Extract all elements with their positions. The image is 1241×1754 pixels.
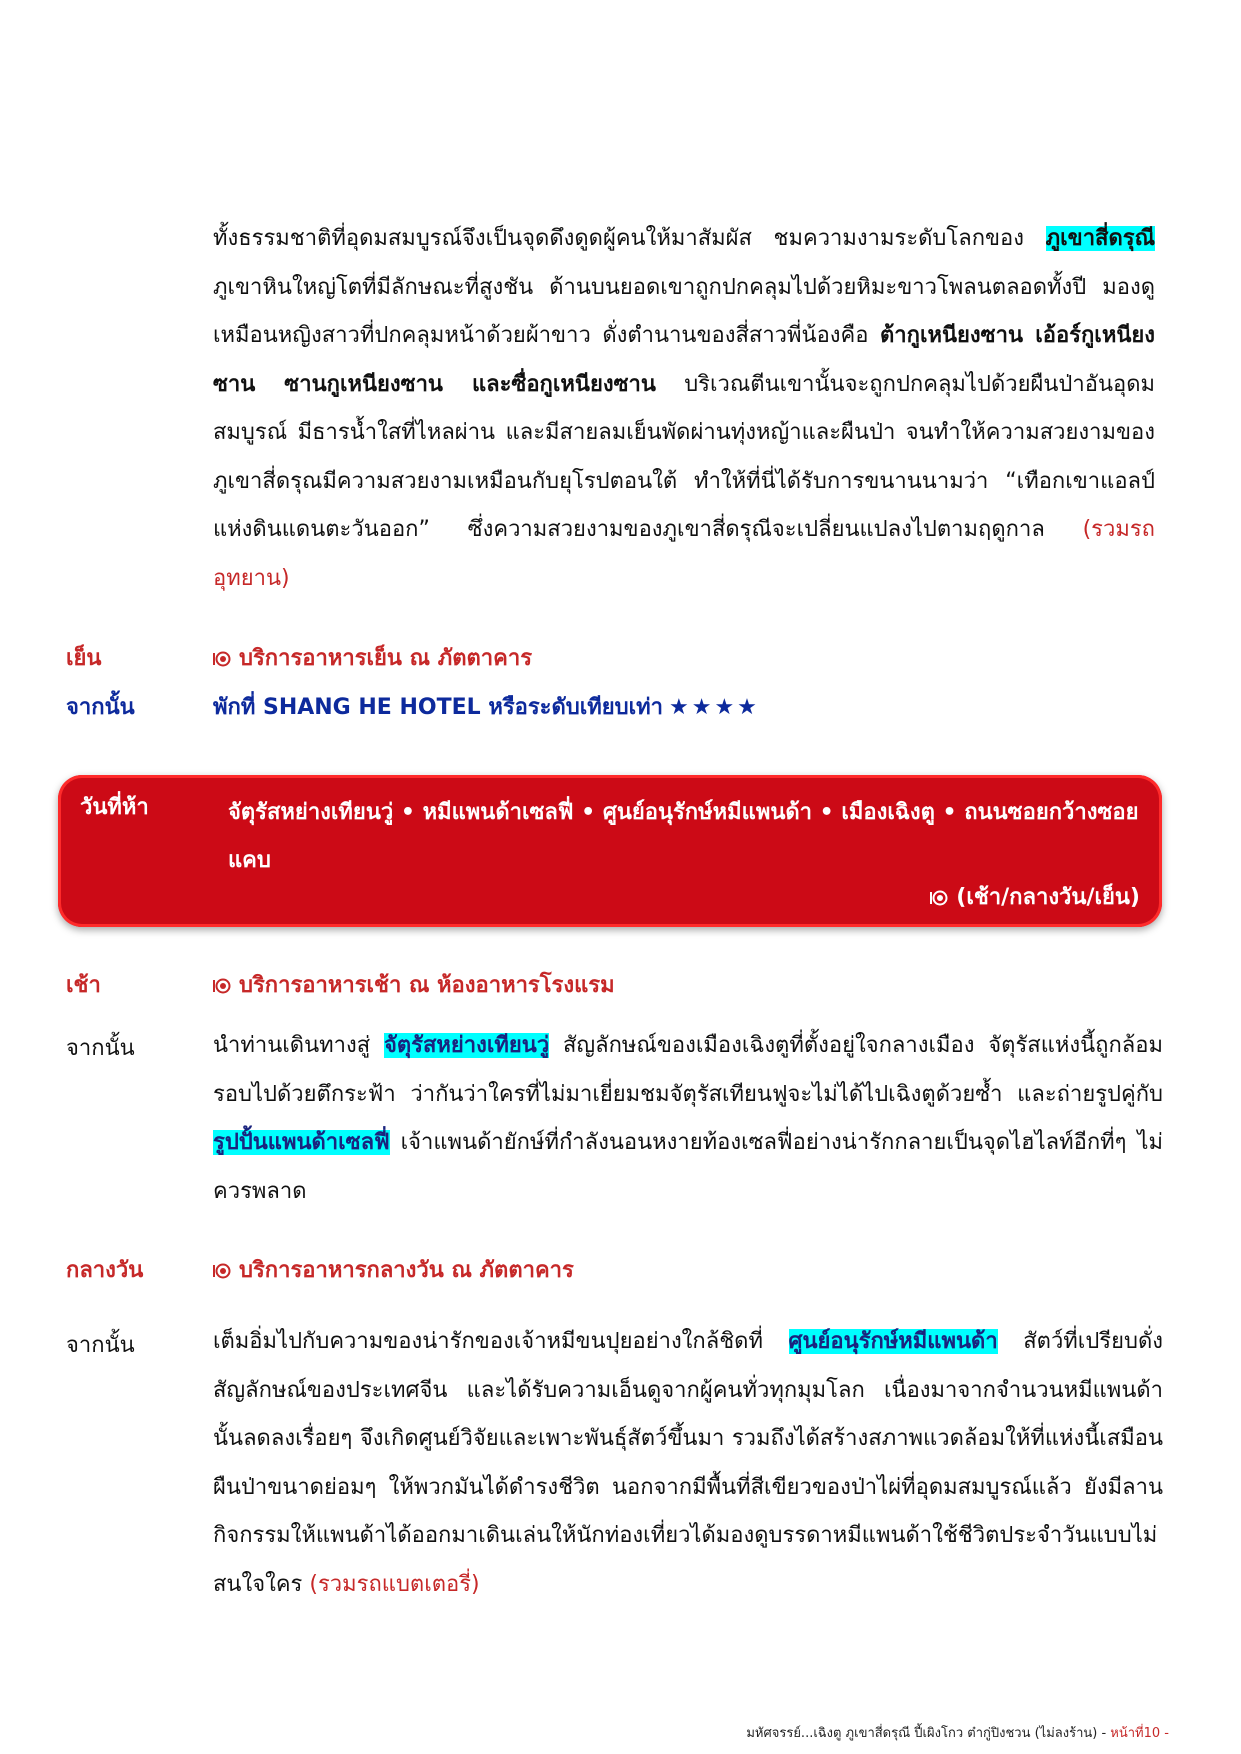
- breakfast-line: [213, 967, 615, 1002]
- day-meals: [930, 879, 1140, 914]
- star-rating: ★★★★: [669, 695, 760, 720]
- intro-text-2: ภูเขาหินใหญ่โตที่มีลักษณะที่สูงชัน ด้านบนยอดเขาถูกปกคลุมไปด้วยหิมะขาวโพลนตลอดทั้งปี มองดูเหมือนหญิงสาวที่ปกคลุมหน้าด้วยผ้าขาว ดั่งตำนานของสี่สาวพี่น้องคือ: [213, 274, 1155, 348]
- lunch-label: กลางวัน: [66, 1258, 144, 1283]
- dinner-text: บริการอาหารเย็น ณ ภัตตาคาร: [239, 646, 533, 671]
- highlight-four-girls-mountain: ภูเขาสี่ดรุณี: [1045, 226, 1155, 251]
- day-title: จัตุรัสหย่างเทียนวู่ • หมีแพนด้าเซลฟี่ • ศูนย์อนุรักษ์หมีแพนด้า • เมืองเฉิงตู • ถนนซอยกว้างซอยแคบ: [228, 800, 1139, 873]
- breakfast-text: บริการอาหารเช้า ณ ห้องอาหารโรงแรม: [239, 973, 615, 998]
- square-text-3: เจ้าแพนด้ายักษ์ที่กำลังนอนหงายท้องเซลฟี่อย่างน่ารักกลายเป็นจุดไฮไลท์อีกที่ๆ ไม่ควรพลาด: [213, 1130, 1163, 1204]
- plate-icon: [930, 890, 948, 906]
- day-meals-text: (เช้า/กลางวัน/เย็น): [956, 885, 1140, 910]
- highlight-panda-base: ศูนย์อนุรักษ์หมีแพนด้า: [788, 1329, 998, 1354]
- panda-text-2: สัตว์ที่เปรียบดั่งสัญลักษณ์ของประเทศจีน และได้รับความเอ็นดูจากผู้คนทั่วทุกมุมโลก เนื่องมาจากจำนวนหมีแพนด้านั้นลดลงเรื่อยๆ จึงเกิดศูนย์วิจัยและเพาะพันธุ์สัตว์ขึ้นมา รวมถึงได้สร้างสภาพแวดล้อมให้ที่แห่งนี้เสมือนผืนป่าขนาดย่อมๆ ให้พวกมันได้ดำรงชีวิต นอกจากมีพื้นที่สีเขียวของป่าไผ่ที่อุดมสมบูรณ์แล้ว ยังมีลานกิจกรรมให้แพนด้าได้ออกมาเดินเล่นให้นักท่องเที่ยวได้มองดูบรรดาหมีแพนด้าใช้ชีวิตประจำวันแบบไม่สนใจใคร: [213, 1329, 1163, 1597]
- panda-base-paragraph: [213, 1318, 1163, 1609]
- page-footer: [746, 1722, 1169, 1743]
- lunch-text: บริการอาหารกลางวัน ณ ภัตตาคาร: [239, 1258, 574, 1283]
- intro-bold-peaks: ต้ากูเหนียงซาน เอ้อร์กูเหนียงซาน ซานกูเหนียงซาน และซื่อกูเหนียงซาน: [213, 323, 1155, 397]
- panda-text-1: เต็มอิ่มไปกับความของน่ารักของเจ้าหมีขนปุยอย่างใกล้ชิดที่: [213, 1329, 789, 1354]
- intro-text-3: บริเวณตีนเขานั้นจะถูกปกคลุมไปด้วยผืนป่าอันอุดมสมบูรณ์ มีธารน้ำใสที่ไหลผ่าน และมีสายลมเย็นพัดผ่านทุ่งหญ้าและผืนป่า จนทำให้ความสวยงามของภูเขาสี่ดรุณมีความสวยงามเหมือนกับยุโรปตอนใต้ ทำให้ที่นี่ได้รับการขนานนามว่า “เทือกเขาแอลป์แห่งดินแดนตะวันออก” ซึ่งความสวยงามของภูเขาสี่ดรุณีจะเปลี่ยนแปลงไปตามฤดูกาล: [213, 371, 1155, 542]
- after-breakfast-label: จากนั้น: [66, 1036, 135, 1061]
- dinner-line: [213, 640, 532, 675]
- hotel-text: พักที่ SHANG HE HOTEL หรือระดับเทียบเท่า: [213, 695, 663, 720]
- hotel-line: [213, 689, 760, 724]
- lunch-line: [213, 1252, 574, 1287]
- hotel-label: จากนั้น: [66, 695, 135, 720]
- breakfast-label: เช้า: [66, 973, 101, 998]
- highlight-tianfu-square: จัตุรัสหย่างเทียนวู่: [383, 1033, 550, 1058]
- intro-text-1: ทั้งธรรมชาติที่อุดมสมบูรณ์จึงเป็นจุดดึงดูดผู้คนให้มาสัมผัส ชมความงามระดับโลกของ: [213, 226, 1046, 251]
- square-paragraph: [213, 1022, 1163, 1216]
- square-text-2: สัญลักษณ์ของเมืองเฉิงตูที่ตั้งอยู่ใจกลางเมือง จัตุรัสแห่งนี้ถูกล้อมรอบไปด้วยตึกระฟ้า ว่ากันว่าใครที่ไม่มาเยี่ยมชมจัตุรัสเทียนฟูจะไม่ได้ไปเฉิงตูด้วยซ้ำ และถ่ายรูปคู่กับ: [213, 1033, 1163, 1107]
- highlight-panda-selfie: รูปปั้นแพนด้าเซลฟี่: [213, 1130, 390, 1155]
- day-five-banner: [58, 775, 1162, 927]
- square-text-1: นำท่านเดินทางสู่: [213, 1033, 384, 1058]
- plate-icon: [213, 651, 231, 667]
- intro-note: (รวมรถอุทยาน): [213, 517, 1155, 591]
- plate-icon: [213, 978, 231, 994]
- footer-text: มหัศจรรย์...เฉิงตู ภูเขาสี่ดรุณี ปี้เผิงโกว ต๋ากู่ปิงชวน (ไม่ลงร้าน) -: [746, 1726, 1111, 1741]
- plate-icon: [213, 1263, 231, 1279]
- dinner-label: เย็น: [66, 646, 102, 671]
- intro-paragraph: [213, 215, 1155, 603]
- day-label: วันที่ห้า: [80, 795, 149, 820]
- after-lunch-label: จากนั้น: [66, 1333, 135, 1358]
- page-number: หน้าที่10 -: [1110, 1726, 1169, 1741]
- panda-note: (รวมรถแบตเตอรี่): [309, 1571, 480, 1597]
